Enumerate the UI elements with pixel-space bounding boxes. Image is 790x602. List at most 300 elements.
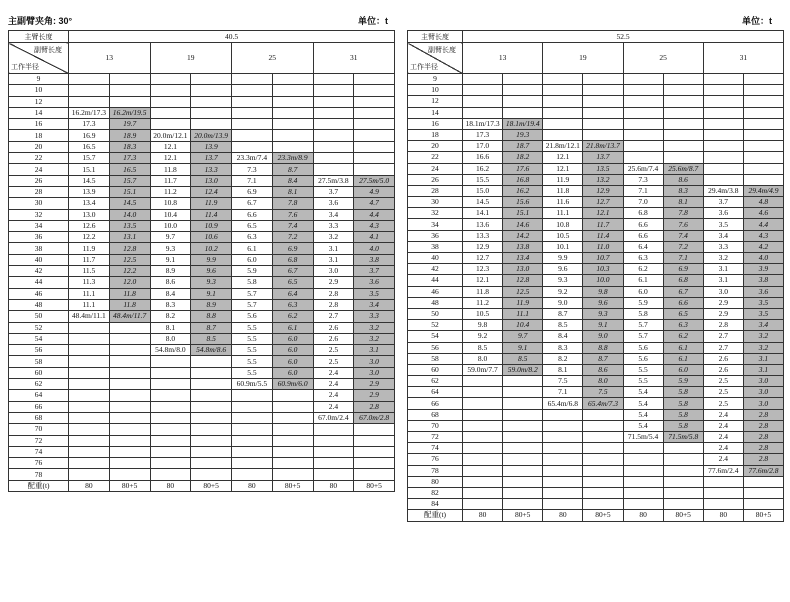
radius-cell: 84: [408, 499, 463, 510]
table-row: [408, 409, 784, 420]
capacity-cell: [109, 469, 150, 480]
capacity-cell: 10.6: [191, 232, 232, 243]
capacity-cell: [150, 458, 191, 469]
radius-cell: 20: [408, 141, 463, 152]
capacity-cell: 71.5m/5.8: [663, 432, 703, 443]
capacity-cell: [543, 118, 583, 129]
counterweight-value: 80: [543, 510, 583, 521]
table-row: [408, 163, 784, 174]
capacity-cell: 11.8: [463, 286, 503, 297]
table-row: [9, 232, 395, 243]
table-row: [408, 353, 784, 364]
radius-cell: 80: [408, 476, 463, 487]
capacity-cell: 2.8: [743, 443, 783, 454]
table-row: [9, 119, 395, 130]
capacity-cell: [232, 401, 273, 412]
capacity-cell: [703, 487, 743, 498]
capacity-cell: 3.7: [703, 197, 743, 208]
capacity-cell: [109, 379, 150, 390]
capacity-cell: 8.6: [663, 174, 703, 185]
capacity-cell: 15.5: [463, 174, 503, 185]
capacity-cell: [743, 163, 783, 174]
capacity-cell: [583, 420, 623, 431]
table-row: [408, 420, 784, 431]
capacity-cell: [663, 454, 703, 465]
capacity-cell: 6.0: [272, 333, 313, 344]
capacity-cell: [354, 424, 395, 435]
capacity-cell: 18.1m/17.3: [463, 118, 503, 129]
capacity-cell: 13.0: [503, 264, 543, 275]
capacity-cell: 2.7: [703, 342, 743, 353]
capacity-cell: [272, 96, 313, 107]
radius-cell: 16: [9, 119, 69, 130]
capacity-cell: 4.8: [743, 197, 783, 208]
capacity-cell: 3.5: [703, 219, 743, 230]
capacity-cell: 2.7: [703, 331, 743, 342]
capacity-cell: [191, 74, 232, 85]
table-row: [408, 331, 784, 342]
capacity-cell: 48.4m/11.7: [109, 311, 150, 322]
capacity-cell: [463, 443, 503, 454]
table-row: [408, 432, 784, 443]
capacity-cell: 13.4: [503, 253, 543, 264]
capacity-cell: [503, 376, 543, 387]
capacity-cell: 11.9: [191, 198, 232, 209]
capacity-cell: 3.5: [743, 308, 783, 319]
table-row: [9, 345, 395, 356]
jib-length-label: 副臂长度: [34, 46, 62, 54]
jib-length-label: 副臂长度: [428, 46, 456, 54]
table-row: [9, 96, 395, 107]
capacity-cell: 5.5: [623, 376, 663, 387]
capacity-cell: [354, 96, 395, 107]
capacity-cell: 7.3: [623, 174, 663, 185]
capacity-cell: 9.1: [150, 254, 191, 265]
capacity-cell: [354, 85, 395, 96]
capacity-cell: 3.2: [354, 322, 395, 333]
capacity-cell: [69, 85, 110, 96]
capacity-cell: 8.2: [150, 311, 191, 322]
radius-cell: 48: [9, 299, 69, 310]
radius-cell: 26: [9, 175, 69, 186]
capacity-cell: 5.7: [232, 299, 273, 310]
capacity-cell: [69, 446, 110, 457]
table-row: [408, 286, 784, 297]
capacity-cell: 9.2: [543, 286, 583, 297]
table-row: [9, 266, 395, 277]
capacity-cell: [232, 96, 273, 107]
radius-cell: 66: [408, 398, 463, 409]
capacity-cell: 11.2: [150, 186, 191, 197]
capacity-cell: 8.4: [150, 288, 191, 299]
capacity-cell: 3.0: [743, 376, 783, 387]
capacity-cell: 60.9m/6.0: [272, 379, 313, 390]
capacity-cell: [150, 85, 191, 96]
capacity-cell: 8.7: [583, 353, 623, 364]
capacity-cell: [313, 96, 354, 107]
capacity-cell: 6.3: [232, 232, 273, 243]
capacity-cell: 2.7: [313, 311, 354, 322]
capacity-cell: [313, 119, 354, 130]
capacity-cell: [150, 435, 191, 446]
capacity-cell: 5.5: [232, 345, 273, 356]
capacity-cell: 5.7: [623, 320, 663, 331]
capacity-cell: 6.6: [623, 230, 663, 241]
capacity-cell: 2.4: [703, 432, 743, 443]
capacity-cell: [191, 390, 232, 401]
capacity-cell: [743, 129, 783, 140]
capacity-cell: [313, 141, 354, 152]
capacity-cell: 2.5: [703, 387, 743, 398]
radius-cell: 16: [408, 118, 463, 129]
capacity-cell: 8.5: [503, 353, 543, 364]
capacity-cell: [503, 74, 543, 85]
capacity-cell: [354, 446, 395, 457]
table-row: [408, 152, 784, 163]
capacity-cell: [463, 96, 503, 107]
capacity-cell: 12.1: [543, 152, 583, 163]
capacity-cell: [743, 85, 783, 96]
chart-title: 主副臂夹角: 30°: [8, 16, 73, 26]
capacity-cell: 8.5: [191, 333, 232, 344]
capacity-cell: [69, 469, 110, 480]
capacity-cell: 3.0: [354, 356, 395, 367]
radius-cell: 42: [408, 264, 463, 275]
capacity-cell: 9.0: [583, 331, 623, 342]
capacity-cell: [543, 74, 583, 85]
table-row: [9, 186, 395, 197]
capacity-cell: 21.8m/13.7: [583, 141, 623, 152]
capacity-cell: 2.5: [703, 398, 743, 409]
capacity-cell: 18.2: [503, 152, 543, 163]
capacity-cell: 6.0: [663, 364, 703, 375]
diagonal-header-cell: [9, 43, 69, 74]
capacity-cell: 13.9: [69, 186, 110, 197]
counterweight-row: [408, 510, 784, 521]
table-row: [9, 198, 395, 209]
capacity-cell: [463, 398, 503, 409]
capacity-cell: 2.8: [313, 288, 354, 299]
capacity-cell: 2.4: [313, 401, 354, 412]
counterweight-value: 80: [313, 480, 354, 491]
capacity-cell: 65.4m/7.3: [583, 398, 623, 409]
radius-cell: 30: [9, 198, 69, 209]
radius-cell: 24: [408, 163, 463, 174]
capacity-cell: 7.4: [272, 220, 313, 231]
capacity-cell: [232, 130, 273, 141]
capacity-cell: [191, 107, 232, 118]
capacity-cell: 15.6: [503, 197, 543, 208]
capacity-cell: 10.8: [543, 219, 583, 230]
capacity-cell: 9.1: [583, 320, 623, 331]
capacity-cell: 8.1: [543, 364, 583, 375]
capacity-cell: 9.6: [583, 297, 623, 308]
capacity-cell: 3.1: [743, 353, 783, 364]
table-row: [9, 390, 395, 401]
capacity-cell: [703, 118, 743, 129]
capacity-cell: 15.1: [109, 186, 150, 197]
capacity-cell: [313, 469, 354, 480]
capacity-cell: [69, 96, 110, 107]
working-radius-label: 工作半径: [410, 63, 438, 71]
capacity-cell: 8.1: [663, 197, 703, 208]
capacity-cell: 67.0m/2.8: [354, 412, 395, 423]
capacity-cell: 13.2: [583, 174, 623, 185]
capacity-cell: [543, 476, 583, 487]
capacity-cell: 6.2: [663, 331, 703, 342]
capacity-cell: 11.8: [109, 288, 150, 299]
capacity-cell: 9.3: [191, 277, 232, 288]
radius-cell: 52: [408, 320, 463, 331]
capacity-cell: [313, 458, 354, 469]
capacity-cell: [503, 96, 543, 107]
capacity-cell: 3.0: [703, 286, 743, 297]
capacity-cell: 5.8: [663, 387, 703, 398]
capacity-cell: [272, 74, 313, 85]
capacity-cell: [354, 458, 395, 469]
capacity-cell: 5.7: [232, 288, 273, 299]
capacity-cell: 6.2: [272, 311, 313, 322]
capacity-cell: [543, 443, 583, 454]
capacity-cell: 12.2: [109, 266, 150, 277]
load-chart-left: [8, 30, 395, 492]
capacity-cell: 13.3: [463, 230, 503, 241]
capacity-cell: 8.5: [543, 320, 583, 331]
capacity-cell: [109, 96, 150, 107]
radius-cell: 58: [408, 353, 463, 364]
capacity-cell: 4.9: [354, 186, 395, 197]
jib-length-value: 25: [232, 43, 314, 74]
radius-cell: 74: [408, 443, 463, 454]
capacity-cell: 14.5: [463, 197, 503, 208]
capacity-cell: 14.2: [503, 230, 543, 241]
capacity-cell: [623, 118, 663, 129]
table-row: [9, 311, 395, 322]
capacity-cell: [354, 107, 395, 118]
capacity-cell: 8.4: [543, 331, 583, 342]
capacity-cell: 7.8: [272, 198, 313, 209]
radius-cell: 46: [408, 286, 463, 297]
radius-cell: 54: [408, 331, 463, 342]
capacity-cell: [703, 476, 743, 487]
capacity-cell: 5.5: [623, 364, 663, 375]
capacity-cell: 8.3: [663, 185, 703, 196]
capacity-cell: 2.5: [313, 356, 354, 367]
capacity-cell: [354, 153, 395, 164]
table-row: [9, 367, 395, 378]
capacity-cell: [703, 152, 743, 163]
capacity-cell: 5.6: [623, 353, 663, 364]
capacity-cell: [543, 129, 583, 140]
capacity-cell: 2.6: [313, 322, 354, 333]
capacity-cell: 6.8: [272, 254, 313, 265]
capacity-cell: [272, 435, 313, 446]
capacity-cell: [703, 74, 743, 85]
capacity-cell: 2.9: [703, 308, 743, 319]
main-boom-length-value: 40.5: [69, 31, 395, 43]
jib-length-value: 13: [463, 43, 543, 74]
radius-cell: 22: [9, 153, 69, 164]
capacity-cell: 6.1: [272, 322, 313, 333]
capacity-cell: 9.9: [543, 253, 583, 264]
capacity-cell: 11.1: [69, 299, 110, 310]
capacity-cell: 16.6: [463, 152, 503, 163]
capacity-cell: [109, 333, 150, 344]
capacity-cell: [663, 141, 703, 152]
radius-cell: 46: [9, 288, 69, 299]
capacity-cell: 12.1: [463, 275, 503, 286]
capacity-cell: [150, 446, 191, 457]
capacity-cell: 18.9: [109, 130, 150, 141]
capacity-cell: 15.7: [109, 175, 150, 186]
capacity-cell: [232, 119, 273, 130]
capacity-cell: [272, 458, 313, 469]
capacity-cell: 8.0: [583, 376, 623, 387]
capacity-cell: 20.0m/12.1: [150, 130, 191, 141]
capacity-cell: 8.0: [150, 333, 191, 344]
table-row: [408, 308, 784, 319]
capacity-cell: [150, 390, 191, 401]
capacity-cell: [503, 432, 543, 443]
capacity-cell: [503, 107, 543, 118]
capacity-cell: [503, 454, 543, 465]
capacity-cell: 10.8: [150, 198, 191, 209]
unit-label-left: 单位：t: [358, 16, 388, 26]
capacity-cell: 12.7: [463, 253, 503, 264]
capacity-cell: 6.7: [272, 266, 313, 277]
capacity-cell: 4.0: [354, 243, 395, 254]
capacity-cell: 16.2: [503, 185, 543, 196]
capacity-cell: 12.6: [69, 220, 110, 231]
table-row: [408, 85, 784, 96]
capacity-cell: 6.0: [272, 367, 313, 378]
capacity-cell: [109, 74, 150, 85]
table-row: [9, 322, 395, 333]
capacity-cell: 9.0: [543, 297, 583, 308]
radius-cell: 9: [9, 74, 69, 85]
capacity-cell: 5.8: [663, 420, 703, 431]
capacity-cell: [503, 409, 543, 420]
capacity-cell: [503, 476, 543, 487]
main-boom-length-value: 52.5: [463, 31, 784, 43]
capacity-cell: 5.6: [232, 311, 273, 322]
capacity-cell: [150, 74, 191, 85]
radius-cell: 22: [408, 152, 463, 163]
capacity-cell: 12.2: [69, 232, 110, 243]
capacity-cell: 6.1: [623, 275, 663, 286]
capacity-cell: 23.3m/7.4: [232, 153, 273, 164]
jib-length-value: 19: [543, 43, 623, 74]
capacity-cell: 2.8: [313, 299, 354, 310]
capacity-cell: 8.0: [463, 353, 503, 364]
capacity-cell: 3.7: [354, 266, 395, 277]
capacity-cell: [583, 129, 623, 140]
capacity-cell: 8.8: [583, 342, 623, 353]
capacity-cell: [191, 379, 232, 390]
capacity-cell: 2.4: [703, 454, 743, 465]
counterweight-value: 80+5: [743, 510, 783, 521]
capacity-cell: [69, 390, 110, 401]
capacity-cell: 3.9: [743, 264, 783, 275]
table-row: [408, 454, 784, 465]
capacity-cell: 2.6: [313, 333, 354, 344]
capacity-cell: 6.1: [232, 243, 273, 254]
capacity-cell: 67.0m/2.4: [313, 412, 354, 423]
radius-cell: 18: [9, 130, 69, 141]
capacity-cell: 12.9: [583, 185, 623, 196]
capacity-cell: [703, 163, 743, 174]
table-row: [9, 254, 395, 265]
capacity-cell: [150, 401, 191, 412]
capacity-cell: 13.0: [191, 175, 232, 186]
capacity-cell: 3.6: [354, 277, 395, 288]
capacity-cell: 3.3: [703, 241, 743, 252]
capacity-cell: 3.0: [743, 398, 783, 409]
capacity-cell: [583, 432, 623, 443]
counterweight-value: 80+5: [583, 510, 623, 521]
capacity-cell: [503, 85, 543, 96]
radius-cell: 50: [408, 308, 463, 319]
capacity-cell: 2.8: [743, 409, 783, 420]
capacity-cell: 3.0: [743, 387, 783, 398]
capacity-cell: 5.4: [623, 387, 663, 398]
capacity-cell: 11.5: [69, 266, 110, 277]
capacity-cell: 10.0: [583, 275, 623, 286]
capacity-cell: [583, 96, 623, 107]
capacity-cell: 4.4: [354, 209, 395, 220]
table-row: [408, 398, 784, 409]
capacity-cell: [150, 412, 191, 423]
capacity-cell: [623, 74, 663, 85]
capacity-cell: 17.3: [463, 129, 503, 140]
radius-cell: 68: [408, 409, 463, 420]
capacity-cell: 3.1: [354, 345, 395, 356]
radius-cell: 38: [408, 241, 463, 252]
capacity-cell: 16.2m/19.5: [109, 107, 150, 118]
capacity-cell: [109, 458, 150, 469]
capacity-cell: [313, 74, 354, 85]
capacity-cell: 8.6: [150, 277, 191, 288]
capacity-cell: 5.4: [623, 398, 663, 409]
header-row-main-boom: [408, 31, 784, 43]
table-row: [9, 209, 395, 220]
capacity-cell: 65.4m/6.8: [543, 398, 583, 409]
capacity-cell: [663, 152, 703, 163]
capacity-cell: 7.3: [232, 164, 273, 175]
capacity-cell: [503, 398, 543, 409]
counterweight-value: 80+5: [503, 510, 543, 521]
capacity-cell: 10.0: [150, 220, 191, 231]
capacity-cell: [150, 119, 191, 130]
counterweight-value: 80: [623, 510, 663, 521]
capacity-cell: 14.1: [463, 208, 503, 219]
capacity-cell: 13.8: [503, 241, 543, 252]
counterweight-value: 80+5: [109, 480, 150, 491]
capacity-cell: [354, 435, 395, 446]
capacity-cell: 8.8: [191, 311, 232, 322]
capacity-cell: 3.4: [313, 209, 354, 220]
capacity-cell: 17.3: [69, 119, 110, 130]
radius-cell: 56: [408, 342, 463, 353]
capacity-cell: [703, 141, 743, 152]
capacity-cell: 3.1: [313, 254, 354, 265]
capacity-cell: [109, 435, 150, 446]
capacity-cell: [69, 412, 110, 423]
capacity-cell: [313, 85, 354, 96]
capacity-cell: [583, 107, 623, 118]
capacity-cell: 5.9: [623, 297, 663, 308]
capacity-cell: 12.1: [543, 163, 583, 174]
